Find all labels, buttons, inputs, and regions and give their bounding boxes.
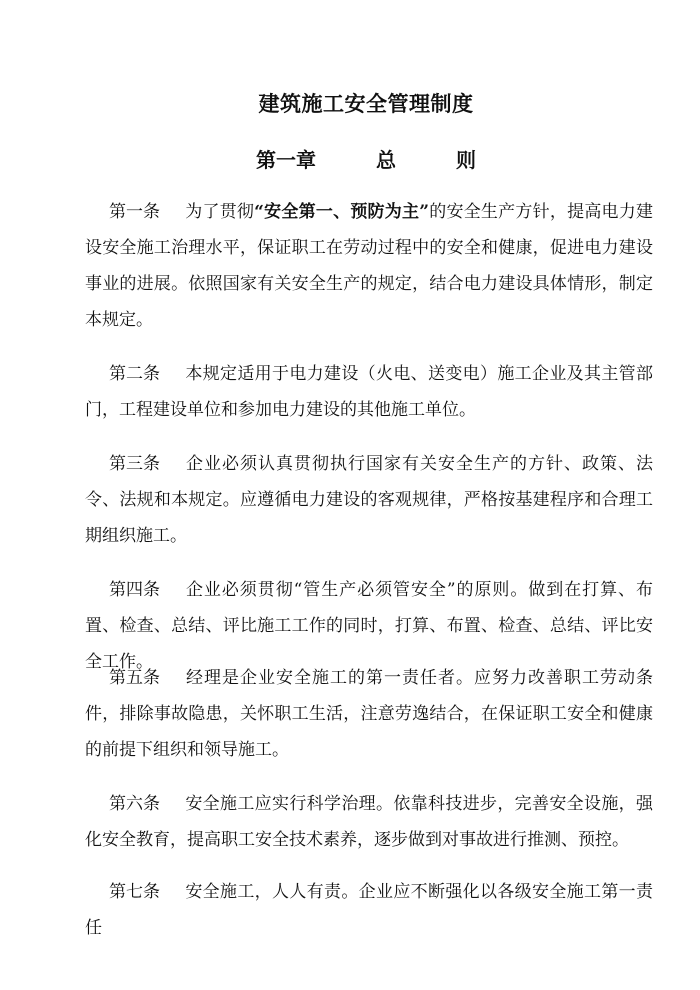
article-number: 第一条 (109, 202, 160, 222)
article-number: 第四条 (109, 580, 160, 600)
chapter-name-part1: 总 (376, 148, 396, 172)
article-number: 第二条 (109, 364, 160, 384)
article-text: 企业必须认真贯彻执行国家有关安全生产的方针、政策、法令、法规和本规定。应遵循电力建设的客观规律，严格按基建程序和合理工期组织施工。 (85, 454, 653, 546)
article-text: 经理是企业安全施工的第一责任者。应努力改善职工劳动条件，排除事故隐患，关怀职工生活，注意劳逸结合，在保证职工安全和健康的前提下组织和领导施工。 (85, 668, 653, 760)
article-6 (85, 786, 653, 858)
article-5 (85, 660, 653, 768)
article-number: 第七条 (109, 882, 160, 902)
article-number: 第六条 (109, 794, 160, 814)
article-text: 企业必须贯彻“管生产必须管安全”的原则。做到在打算、布置、检查、总结、评比施工工作的同时，打算、布置、检查、总结、评比安全工作。 (85, 580, 653, 672)
article-text-bold: “安全第一、预防为主” (254, 202, 430, 222)
chapter-heading (0, 144, 700, 173)
article-text: 安全施工应实行科学治理。依靠科技进步，完善安全设施，强化安全教育，提高职工安全技术素养，逐步做到对事故进行推测、预控。 (85, 794, 653, 850)
article-text: 本规定适用于电力建设（火电、送变电）施工企业及其主管部门，工程建设单位和参加电力建设的其他施工单位。 (85, 364, 653, 420)
article-7 (85, 874, 653, 946)
article-1 (85, 194, 653, 338)
chapter-label: 第一章 (256, 148, 316, 172)
document-title: 建筑施工安全管理制度 (258, 91, 474, 116)
article-3 (85, 446, 653, 554)
article-text-before: 为了贯彻 (185, 202, 255, 222)
article-text: 安全施工，人人有责。企业应不断强化以各级安全施工第一责任 (85, 882, 653, 938)
article-text-after: 的安全生产方针，提高电力建设安全施工治理水平，保证职工在劳动过程中的安全和健康，促进电力建设事业的进展。依照国家有关安全生产的规定，结合电力建设具体情形，制定本规定。 (85, 202, 654, 330)
article-number: 第五条 (109, 668, 160, 688)
chapter-name-part2: 则 (456, 148, 476, 172)
article-2 (85, 356, 653, 428)
article-number: 第三条 (109, 454, 160, 474)
